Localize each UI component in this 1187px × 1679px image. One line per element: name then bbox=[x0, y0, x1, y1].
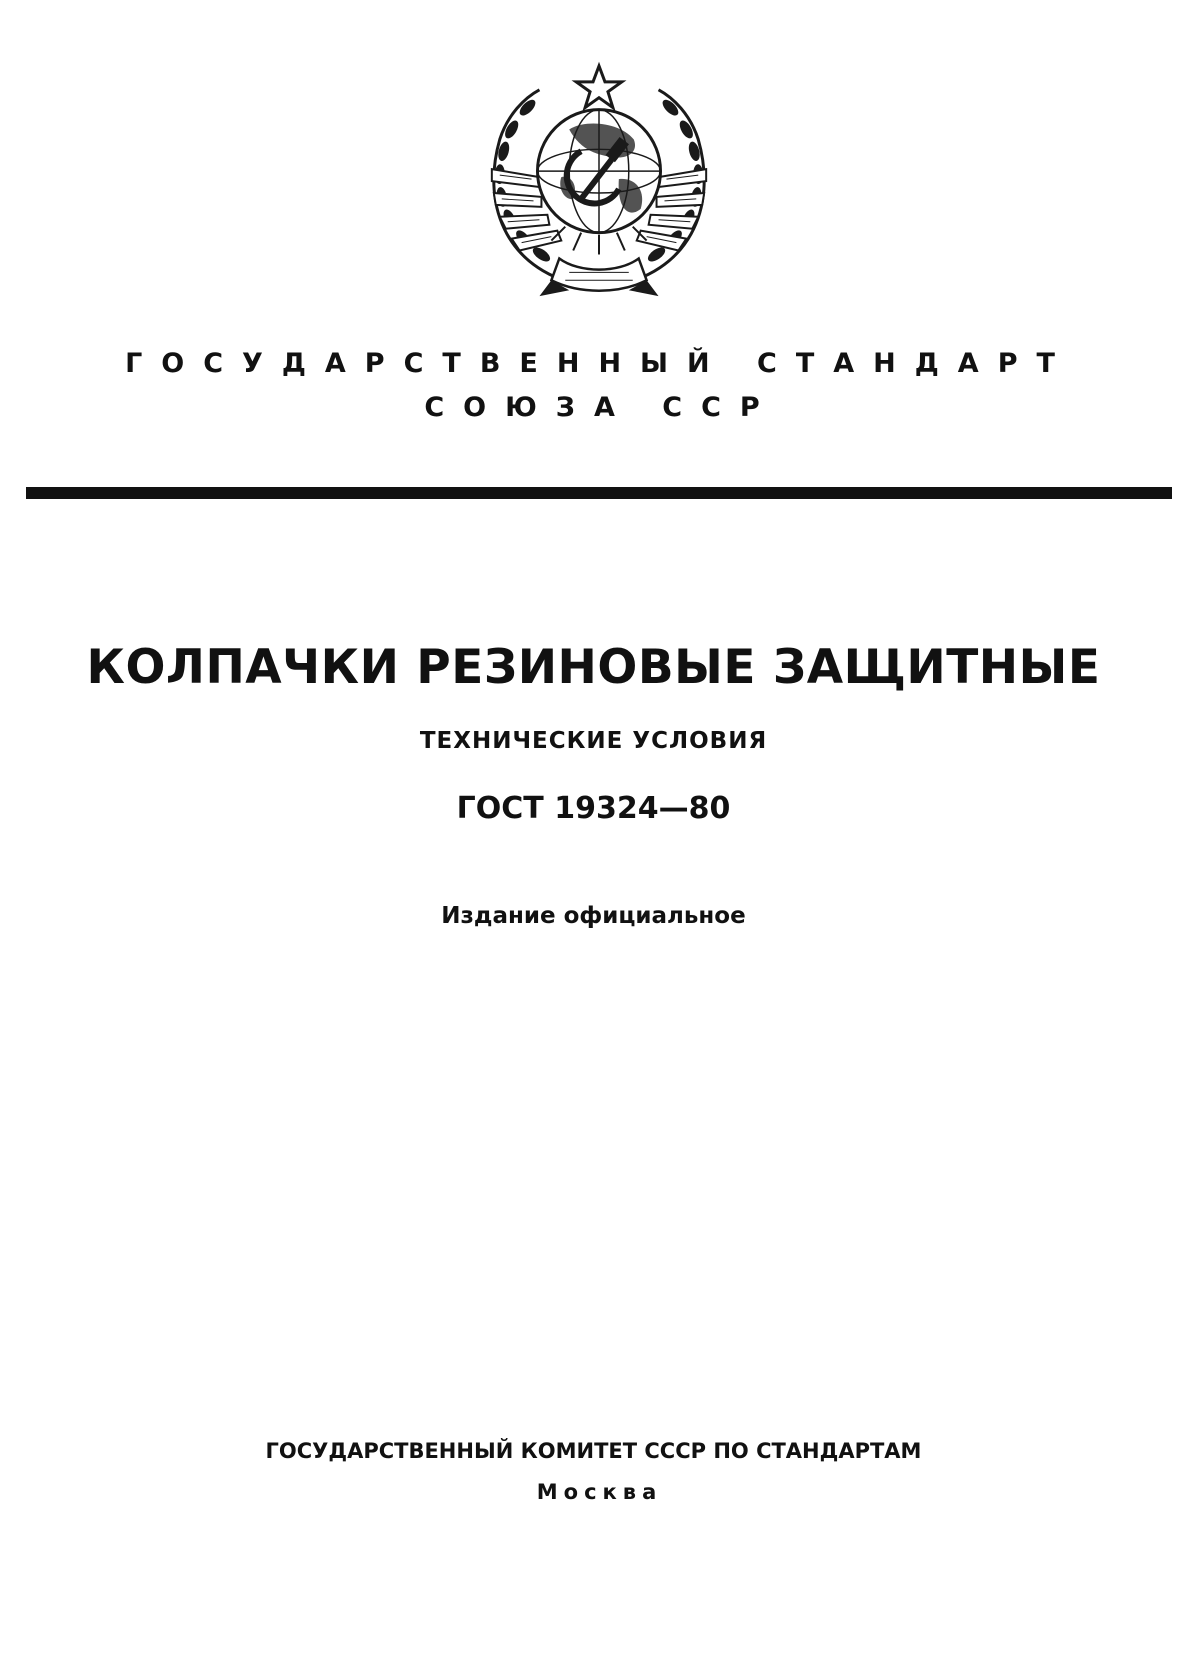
publication-city: Москва bbox=[536, 1480, 663, 1504]
document-title: КОЛПАЧКИ РЕЗИНОВЫЕ ЗАЩИТНЫЕ bbox=[86, 640, 1101, 695]
edition-note: Издание официальное bbox=[441, 903, 746, 929]
standard-designation: ГОСТ 19324—80 bbox=[456, 791, 731, 826]
standard-header-country: СОЮЗА ССР bbox=[424, 392, 779, 423]
document-subtitle: ТЕХНИЧЕСКИЕ УСЛОВИЯ bbox=[419, 728, 768, 754]
publisher: ГОСУДАРСТВЕННЫЙ КОМИТЕТ СССР ПО СТАНДАРТАМ bbox=[265, 1439, 922, 1463]
header-divider bbox=[26, 487, 1172, 499]
ussr-state-emblem-icon bbox=[470, 60, 728, 318]
standard-header: ГОСУДАРСТВЕННЫЙ СТАНДАРТ bbox=[125, 348, 1074, 379]
